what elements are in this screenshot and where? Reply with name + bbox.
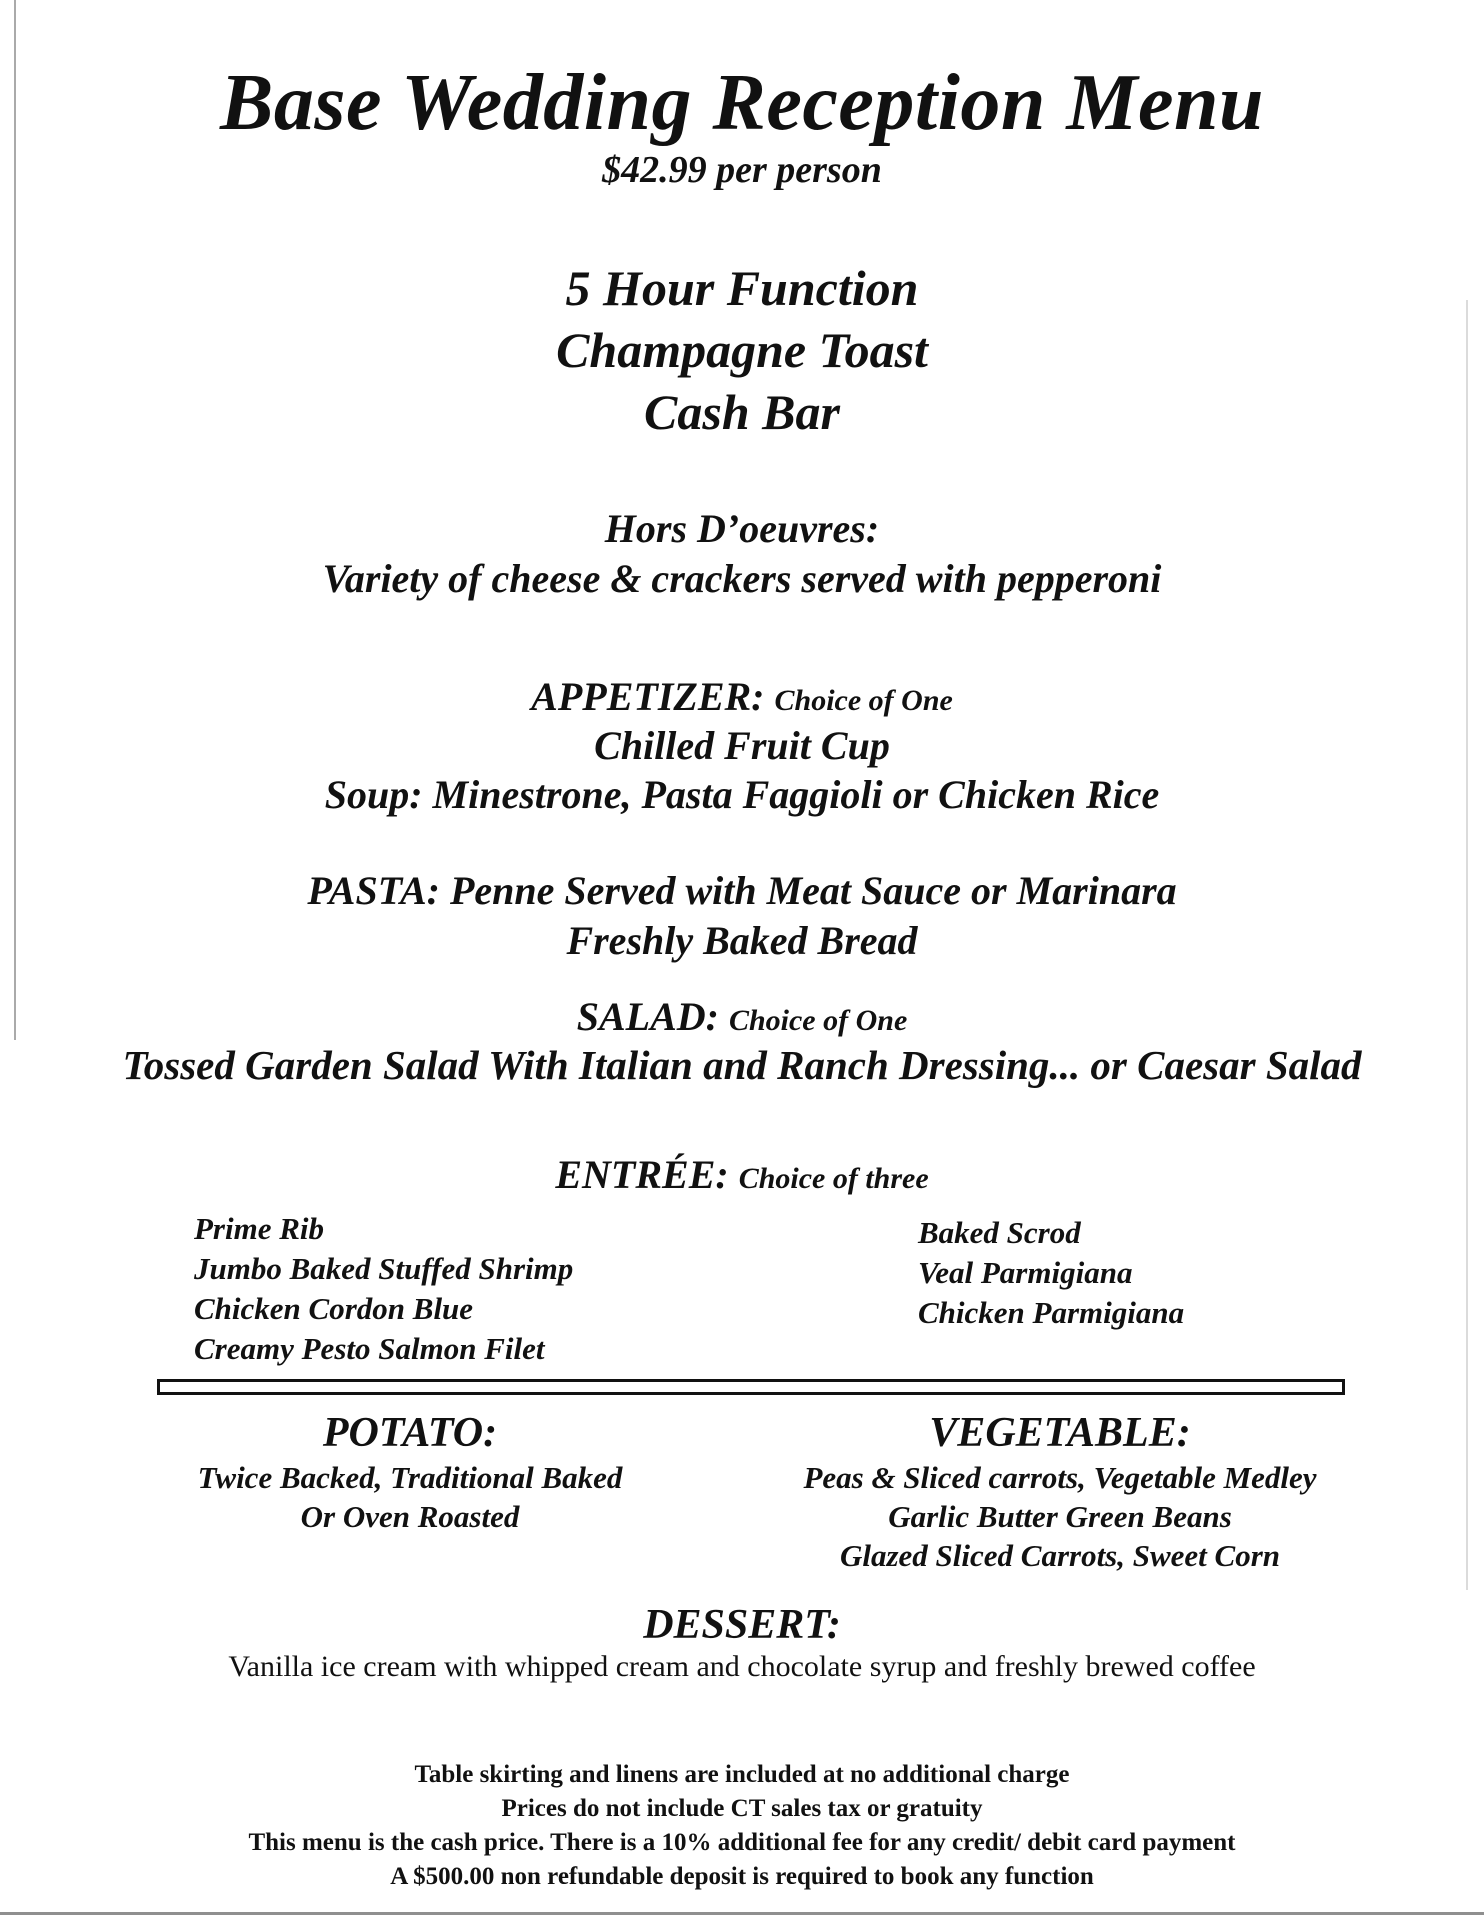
function-detail: Cash Bar bbox=[644, 384, 840, 440]
entree-list-left bbox=[194, 1209, 573, 1369]
potato-option: Twice Backed, Traditional Baked bbox=[197, 1460, 623, 1495]
entree-note: Choice of three bbox=[738, 1162, 929, 1195]
appetizer-note: Choice of One bbox=[774, 684, 953, 717]
vegetable-option: Glazed Sliced Carrots, Sweet Corn bbox=[839, 1538, 1281, 1573]
footer-note: A $500.00 non refundable deposit is required to book any function bbox=[390, 1863, 1094, 1890]
vegetable-heading: VEGETABLE: bbox=[929, 1410, 1191, 1456]
price-per-person: $42.99 per person bbox=[602, 149, 882, 191]
entree-list-right bbox=[918, 1213, 1184, 1333]
appetizer-item: Soup: Minestrone, Pasta Faggioli or Chicken Rice bbox=[324, 772, 1160, 817]
vegetable-option: Peas & Sliced carrots, Vegetable Medley bbox=[803, 1460, 1317, 1495]
footer-note: Prices do not include CT sales tax or gratuity bbox=[501, 1795, 983, 1822]
entree-heading-line bbox=[0, 1150, 1484, 1204]
hors-doeuvres-heading: Hors D’oeuvres: bbox=[604, 506, 880, 551]
potato-section bbox=[150, 1408, 670, 1536]
pasta-line: PASTA: Penne Served with Meat Sauce or Marinara bbox=[307, 868, 1177, 913]
salad-heading-line bbox=[0, 992, 1484, 1046]
footer-note: Table skirting and linens are included at no additional charge bbox=[414, 1761, 1070, 1788]
pasta-bread-line: Freshly Baked Bread bbox=[566, 918, 918, 963]
entree-item: Creamy Pesto Salmon Filet bbox=[194, 1331, 545, 1366]
menu-title: Base Wedding Reception Menu bbox=[220, 59, 1264, 147]
entree-item: Veal Parmigiana bbox=[918, 1255, 1133, 1290]
footer-note: This menu is the cash price. There is a 10% additional fee for any credit/ debit card payment bbox=[248, 1829, 1236, 1856]
salad-note: Choice of One bbox=[728, 1004, 908, 1037]
entree-item: Jumbo Baked Stuffed Shrimp bbox=[194, 1251, 574, 1286]
hors-doeuvres-description: Variety of cheese & crackers served with pepperoni bbox=[322, 556, 1162, 601]
dessert-description: Vanilla ice cream with whipped cream and chocolate syrup and freshly brewed coffee bbox=[228, 1650, 1256, 1683]
salad-heading: SALAD: bbox=[576, 994, 719, 1039]
dessert-heading: DESSERT: bbox=[643, 1602, 841, 1648]
vegetable-section bbox=[760, 1408, 1360, 1575]
entree-item: Prime Rib bbox=[194, 1211, 325, 1246]
potato-option: Or Oven Roasted bbox=[300, 1499, 520, 1534]
appetizer-item: Chilled Fruit Cup bbox=[594, 723, 890, 768]
entree-item: Chicken Parmigiana bbox=[918, 1295, 1185, 1330]
appetizer-heading: APPETIZER: bbox=[531, 674, 765, 719]
entree-heading: ENTRÉE: bbox=[555, 1152, 729, 1197]
scan-edge-bottom bbox=[0, 1912, 1484, 1915]
section-divider bbox=[157, 1379, 1345, 1395]
footer-notes bbox=[0, 1758, 1484, 1894]
function-detail: Champagne Toast bbox=[556, 322, 928, 378]
appetizer-heading-line bbox=[0, 672, 1484, 726]
entree-item: Chicken Cordon Blue bbox=[194, 1291, 474, 1326]
vegetable-option: Garlic Butter Green Beans bbox=[888, 1499, 1232, 1534]
function-detail: 5 Hour Function bbox=[565, 260, 919, 316]
potato-heading: POTATO: bbox=[322, 1410, 498, 1456]
entree-item: Baked Scrod bbox=[918, 1215, 1081, 1250]
salad-description: Tossed Garden Salad With Italian and Ranch Dressing... or Caesar Salad bbox=[122, 1042, 1362, 1088]
